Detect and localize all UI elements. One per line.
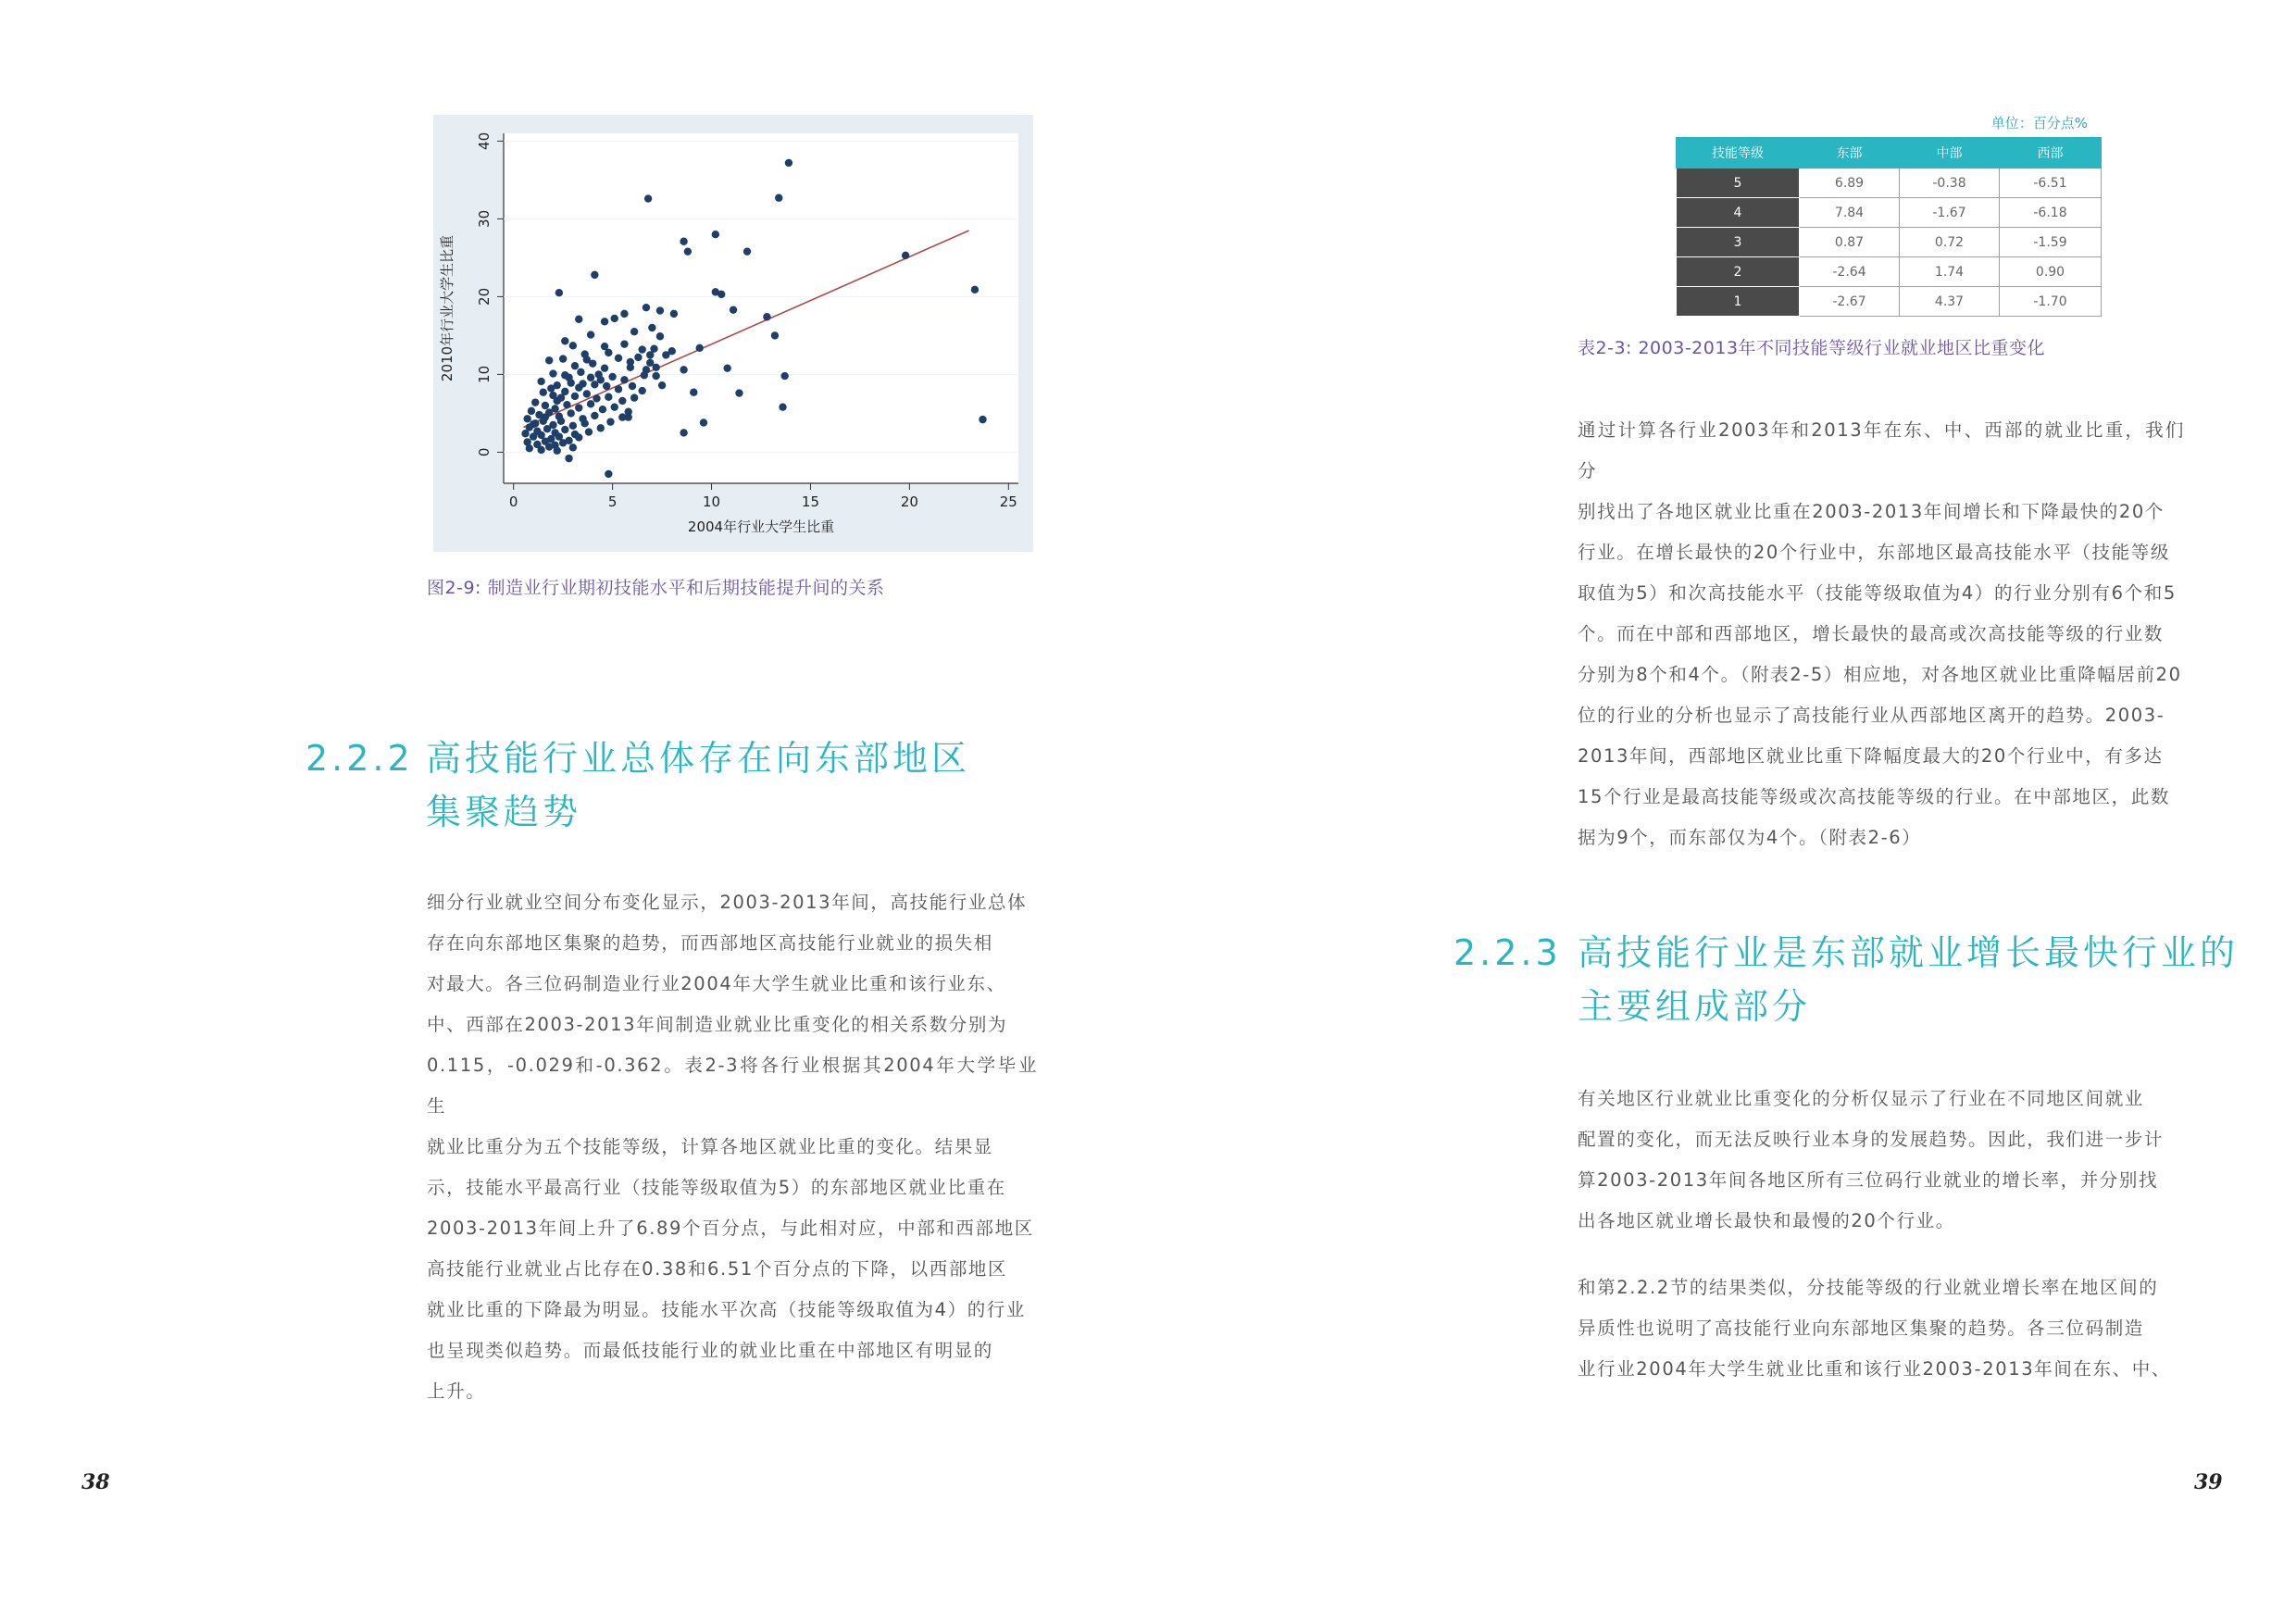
scatter-point bbox=[630, 328, 638, 335]
scatter-point bbox=[690, 389, 697, 396]
scatter-point bbox=[638, 387, 645, 394]
table-cell: 4.37 bbox=[1900, 287, 2000, 317]
scatter-point bbox=[565, 374, 572, 381]
scatter-point bbox=[638, 345, 645, 353]
scatter-point bbox=[540, 389, 547, 396]
scatter-point bbox=[545, 356, 553, 364]
scatter-chart bbox=[433, 115, 1033, 552]
scatter-point bbox=[620, 340, 628, 347]
scatter-point bbox=[680, 429, 687, 436]
x-tick-label: 0 bbox=[508, 493, 518, 510]
scatter-point bbox=[718, 291, 725, 298]
text-line: 15个行业是最高技能等级或次高技能等级的行业。在中部地区，此数 bbox=[1578, 786, 2170, 807]
scatter-point bbox=[531, 398, 539, 406]
x-tick-label: 10 bbox=[702, 493, 721, 510]
scatter-point bbox=[577, 369, 584, 376]
scatter-point bbox=[542, 413, 549, 420]
table-cell: 6.89 bbox=[1800, 169, 1900, 198]
scatter-point bbox=[611, 403, 618, 410]
scatter-point bbox=[785, 159, 792, 167]
table-header-cell: 技能等级 bbox=[1677, 138, 1800, 169]
section-heading-2-2-2 bbox=[306, 731, 970, 839]
scatter-point bbox=[563, 401, 570, 408]
table-row bbox=[1677, 257, 2102, 287]
text-line: 高技能行业就业占比存在0.38和6.51个百分点的下降，以西部地区 bbox=[427, 1258, 1008, 1280]
scatter-point bbox=[902, 252, 909, 259]
scatter-point bbox=[615, 355, 622, 362]
table-cell: -2.67 bbox=[1800, 287, 1900, 317]
text-line: 有关地区行业就业比重变化的分析仅显示了行业在不同地区间就业 bbox=[1578, 1088, 2144, 1109]
scatter-point bbox=[763, 313, 770, 320]
y-tick-label: 30 bbox=[476, 209, 493, 228]
text-line: 就业比重分为五个技能等级，计算各地区就业比重的变化。结果显 bbox=[427, 1136, 993, 1157]
scatter-point bbox=[542, 402, 549, 409]
scatter-point bbox=[593, 394, 600, 402]
scatter-point bbox=[634, 354, 642, 361]
y-axis-label: 2010年行业大学生比重 bbox=[439, 234, 455, 382]
text-line: 上升。 bbox=[427, 1380, 486, 1402]
scatter-point bbox=[569, 443, 577, 451]
scatter-point bbox=[587, 331, 594, 338]
scatter-point bbox=[561, 337, 568, 344]
scatter-point bbox=[575, 404, 582, 411]
scatter-point bbox=[545, 443, 553, 450]
scatter-point bbox=[643, 304, 650, 311]
scatter-point bbox=[735, 389, 742, 396]
table-header-cell: 西部 bbox=[2000, 138, 2102, 169]
scatter-point bbox=[561, 426, 568, 433]
section-title-line1: 高技能行业总体存在向东部地区 bbox=[426, 738, 971, 779]
table-cell: 0.90 bbox=[2000, 257, 2102, 287]
x-tick-label: 5 bbox=[607, 493, 618, 510]
table-cell: 0.87 bbox=[1800, 228, 1900, 257]
scatter-point bbox=[625, 408, 632, 416]
table-cell: -1.59 bbox=[2000, 228, 2102, 257]
text-line: 业行业2004年大学生就业比重和该行业2003-2013年间在东、中、 bbox=[1578, 1358, 2171, 1380]
text-line: 个。而在中部和西部地区，增长最快的最高或次高技能等级的行业数 bbox=[1578, 623, 2165, 644]
section-title-line2: 集聚趋势 bbox=[426, 792, 582, 832]
scatter-point bbox=[580, 419, 588, 427]
left-body-paragraph bbox=[427, 882, 1038, 1412]
text-line: 和第2.2.2节的结果类似，分技能等级的行业就业增长率在地区间的 bbox=[1578, 1277, 2159, 1298]
text-line: 中、西部在2003-2013年间制造业就业比重变化的相关系数分别为 bbox=[427, 1014, 1008, 1035]
scatter-point bbox=[521, 430, 529, 437]
scatter-point bbox=[528, 407, 535, 415]
table-header-cell: 中部 bbox=[1900, 138, 2000, 169]
table-cell: -0.38 bbox=[1900, 169, 2000, 198]
table-row bbox=[1677, 198, 2102, 228]
table-cell: 0.72 bbox=[1900, 228, 2000, 257]
y-tick-label: 40 bbox=[476, 131, 493, 150]
section-title-line1: 高技能行业是东部就业增长最快行业的 bbox=[1578, 932, 2240, 973]
scatter-point bbox=[658, 381, 666, 389]
text-line: 示，技能水平最高行业（技能等级取值为5）的东部地区就业比重在 bbox=[427, 1177, 1006, 1198]
table-cell: -1.67 bbox=[1900, 198, 2000, 228]
text-line: 0.115，-0.029和-0.362。表2-3将各行业根据其2004年大学毕业生 bbox=[427, 1055, 1038, 1117]
scatter-point bbox=[606, 418, 614, 425]
scatter-point bbox=[565, 455, 572, 462]
scatter-point bbox=[557, 418, 565, 425]
scatter-point bbox=[597, 424, 605, 431]
scatter-point bbox=[648, 324, 655, 331]
scatter-point bbox=[599, 406, 606, 413]
plot-area bbox=[504, 133, 1018, 483]
scatter-point bbox=[971, 286, 979, 294]
scatter-point bbox=[743, 247, 751, 255]
scatter-point bbox=[591, 412, 598, 419]
scatter-point bbox=[575, 433, 582, 441]
scatter-point bbox=[700, 418, 707, 426]
section-heading-2-2-3 bbox=[1454, 926, 2239, 1033]
scatter-point bbox=[591, 271, 598, 279]
skill-level-cell: 4 bbox=[1677, 198, 1800, 228]
y-tick-label: 20 bbox=[476, 287, 493, 306]
scatter-point bbox=[526, 444, 533, 452]
scatter-point bbox=[557, 394, 565, 401]
right-body-paragraph-3 bbox=[1578, 1268, 2185, 1390]
scatter-point bbox=[605, 470, 612, 478]
table-cell: -6.51 bbox=[2000, 169, 2102, 198]
scatter-point bbox=[537, 378, 544, 385]
table-cell: -6.18 bbox=[2000, 198, 2102, 228]
scatter-point bbox=[537, 446, 544, 454]
scatter-point bbox=[555, 289, 563, 296]
scatter-point bbox=[680, 366, 687, 373]
scatter-point bbox=[523, 415, 530, 422]
scatter-point bbox=[646, 351, 654, 358]
scatter-point bbox=[530, 432, 537, 440]
table-header-row bbox=[1677, 138, 2102, 169]
scatter-point bbox=[615, 385, 622, 393]
scatter-point bbox=[656, 306, 664, 314]
page-number-left: 38 bbox=[81, 1470, 110, 1494]
text-line: 对最大。各三位码制造业行业2004年大学生就业比重和该行业东、 bbox=[427, 973, 1006, 994]
scatter-point bbox=[779, 403, 786, 410]
scatter-point bbox=[644, 194, 652, 202]
text-line: 通过计算各行业2003年和2013年在东、中、西部的就业比重，我们分 bbox=[1578, 419, 2185, 481]
text-line: 位的行业的分析也显示了高技能行业从西部地区离开的趋势。2003- bbox=[1578, 705, 2165, 726]
table-cell: 7.84 bbox=[1800, 198, 1900, 228]
scatter-point bbox=[583, 356, 591, 363]
section-title-line2: 主要组成部分 bbox=[1578, 986, 1812, 1027]
scatter-point bbox=[597, 376, 605, 383]
scatter-point bbox=[583, 390, 591, 397]
scatter-point bbox=[730, 306, 737, 313]
page-number-right: 39 bbox=[2194, 1470, 2223, 1494]
scatter-point bbox=[641, 371, 648, 379]
scatter-point bbox=[605, 349, 612, 356]
scatter-point bbox=[549, 369, 556, 377]
scatter-point bbox=[543, 425, 551, 432]
scatter-point bbox=[601, 364, 608, 371]
text-line: 据为9个，而东部仅为4个。（附表2-6） bbox=[1578, 827, 1922, 848]
text-line: 出各地区就业增长最快和最慢的20个行业。 bbox=[1578, 1210, 1955, 1231]
scatter-point bbox=[712, 231, 719, 238]
text-line: 细分行业就业空间分布变化显示，2003-2013年间，高技能行业总体 bbox=[427, 892, 1028, 913]
scatter-point bbox=[569, 422, 577, 430]
text-line: 别找出了各地区就业比重在2003-2013年间增长和下降最快的20个 bbox=[1578, 501, 2165, 522]
x-axis-label: 2004年行业大学生比重 bbox=[687, 518, 835, 535]
scatter-point bbox=[559, 439, 567, 446]
text-line: 分别为8个和4个。（附表2-5）相应地，对各地区就业比重降幅居前20 bbox=[1578, 664, 2182, 685]
scatter-point bbox=[559, 355, 567, 362]
scatter-point bbox=[530, 420, 537, 428]
scatter-point bbox=[551, 405, 558, 412]
scatter-point bbox=[656, 332, 664, 340]
y-tick-label: 0 bbox=[476, 447, 493, 457]
scatter-point bbox=[569, 342, 577, 349]
scatter-point bbox=[579, 380, 586, 387]
scatter-point bbox=[630, 394, 638, 401]
scatter-point bbox=[554, 447, 561, 455]
scatter-point bbox=[618, 397, 626, 405]
scatter-point bbox=[652, 364, 659, 371]
scatter-point bbox=[571, 393, 579, 400]
scatter-point bbox=[605, 394, 612, 401]
scatter-point bbox=[608, 373, 616, 381]
table-unit-label: 单位：百分点% bbox=[1990, 115, 2088, 131]
scatter-point bbox=[771, 331, 779, 339]
section-number: 2.2.3 bbox=[1454, 932, 1562, 973]
table-row bbox=[1677, 169, 2102, 198]
scatter-point bbox=[723, 364, 730, 371]
scatter-point bbox=[603, 382, 610, 390]
scatter-point bbox=[601, 318, 608, 325]
text-line: 异质性也说明了高技能行业向东部地区集聚的趋势。各三位码制造 bbox=[1578, 1318, 2144, 1339]
skill-level-cell: 1 bbox=[1677, 287, 1800, 317]
text-line: 取值为5）和次高技能水平（技能等级取值为4）的行业分别有6个和5 bbox=[1578, 582, 2177, 604]
x-tick-label: 20 bbox=[900, 493, 918, 510]
x-tick-label: 15 bbox=[801, 493, 820, 510]
y-tick-label: 10 bbox=[476, 365, 493, 383]
scatter-point bbox=[620, 310, 628, 318]
scatter-point bbox=[680, 238, 687, 245]
text-line: 存在向东部地区集聚的趋势，而西部地区高技能行业就业的损失相 bbox=[427, 932, 993, 954]
scatter-point bbox=[618, 413, 626, 420]
table-row bbox=[1677, 228, 2102, 257]
scatter-point bbox=[611, 315, 618, 322]
scatter-point bbox=[780, 372, 788, 380]
table-caption: 表2-3: 2003-2013年不同技能等级行业就业地区比重变化 bbox=[1578, 338, 2046, 358]
scatter-point bbox=[775, 194, 782, 202]
figure-caption: 图2-9: 制造业行业期初技能水平和后期技能提升间的关系 bbox=[427, 578, 885, 598]
scatter-point bbox=[571, 362, 579, 369]
skill-level-cell: 3 bbox=[1677, 228, 1800, 257]
text-line: 也呈现类似趋势。而最低技能行业的就业比重在中部地区有明显的 bbox=[427, 1340, 993, 1361]
scatter-point bbox=[629, 382, 636, 390]
scatter-point bbox=[662, 351, 669, 358]
text-line: 算2003-2013年间各地区所有三位码行业就业的增长率，并分别找 bbox=[1578, 1169, 2159, 1191]
x-tick-label: 25 bbox=[999, 493, 1017, 510]
scatter-point bbox=[627, 358, 634, 366]
scatter-point bbox=[587, 400, 594, 407]
scatter-point bbox=[652, 372, 659, 380]
table-cell: -2.64 bbox=[1800, 257, 1900, 287]
scatter-point bbox=[684, 247, 692, 255]
text-line: 2003-2013年间上升了6.89个百分点，与此相对应，中部和西部地区 bbox=[427, 1218, 1034, 1239]
scatter-point bbox=[620, 376, 628, 383]
scatter-point bbox=[568, 409, 575, 417]
scatter-point bbox=[547, 384, 555, 392]
scatter-point bbox=[585, 428, 593, 435]
section-number: 2.2.2 bbox=[306, 738, 414, 779]
right-body-paragraph-1 bbox=[1578, 410, 2185, 858]
skill-level-cell: 2 bbox=[1677, 257, 1800, 287]
scatter-point bbox=[587, 374, 594, 381]
scatter-point bbox=[979, 416, 986, 423]
right-body-paragraph-2 bbox=[1578, 1079, 2185, 1242]
skill-level-cell: 5 bbox=[1677, 169, 1800, 198]
table-row bbox=[1677, 287, 2102, 317]
text-line: 2013年间，西部地区就业比重下降幅度最大的20个行业中，有多达 bbox=[1578, 745, 2164, 767]
scatter-point bbox=[670, 310, 678, 318]
scatter-point bbox=[696, 344, 704, 352]
text-line: 就业比重的下降最为明显。技能水平次高（技能等级取值为4）的行业 bbox=[427, 1299, 1027, 1320]
text-line: 行业。在增长最快的20个行业中，东部地区最高技能水平（技能等级 bbox=[1578, 542, 2170, 563]
table-header-cell: 东部 bbox=[1800, 138, 1900, 169]
skill-level-table bbox=[1676, 137, 2102, 317]
table-cell: 1.74 bbox=[1900, 257, 2000, 287]
scatter-figure bbox=[433, 115, 1033, 552]
scatter-point bbox=[575, 316, 582, 323]
text-line: 配置的变化，而无法反映行业本身的发展趋势。因此，我们进一步计 bbox=[1578, 1129, 2165, 1150]
table-cell: -1.70 bbox=[2000, 287, 2102, 317]
